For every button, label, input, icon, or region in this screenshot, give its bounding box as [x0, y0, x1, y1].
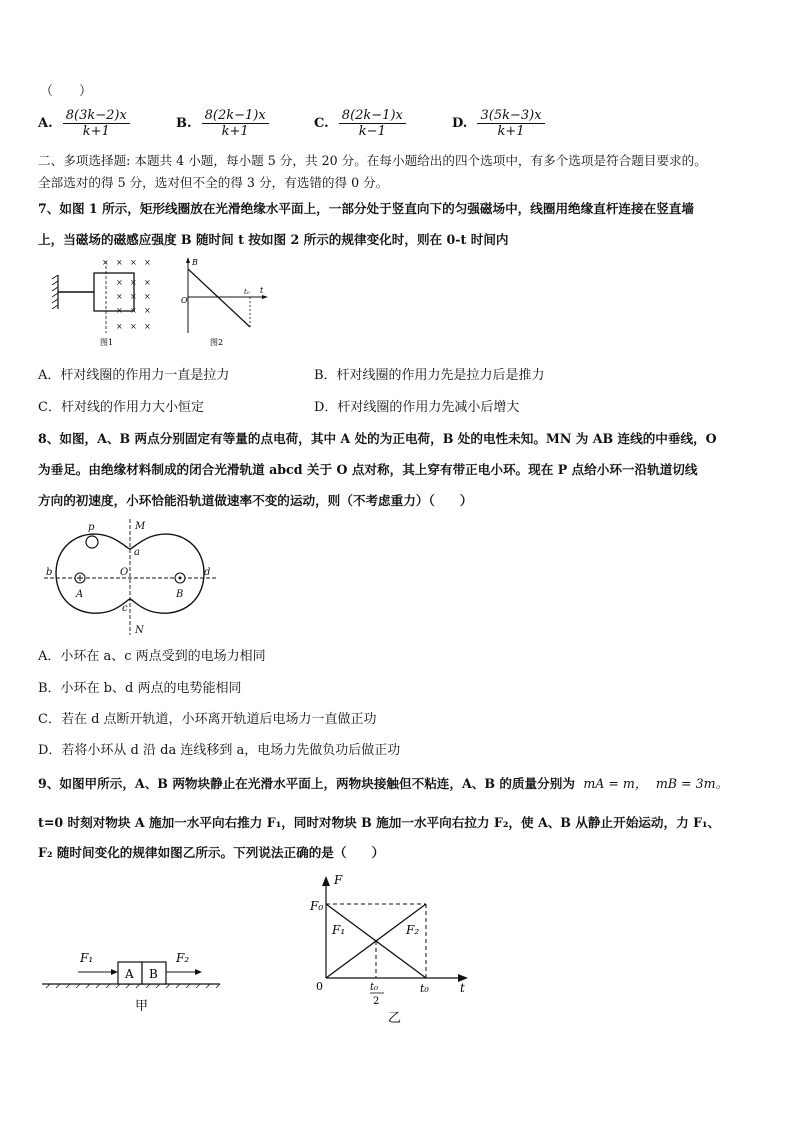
option-numerator: 8(3k−2)x [63, 108, 130, 124]
q9-yi-half-num: t₀ [370, 982, 379, 993]
answer-blank: （ ） [40, 84, 93, 99]
q7-option-b: B．杆对线圈的作用力先是拉力后是推力 [314, 368, 545, 383]
q6-option-c [314, 108, 406, 139]
svg-text:×: × [102, 258, 109, 267]
q7-stem-line1: 7、如图 1 所示，矩形线圈放在光滑绝缘水平面上，一部分处于竖直向下的匀强磁场中，线圈用绝缘直杆连接在竖直墙 [38, 201, 694, 216]
q8-stem-line3: 方向的初速度，小环恰能沿轨道做速率不变的运动，则（不考虑重力）（ ） [38, 493, 473, 508]
q7-fig2-axis-b: B [192, 258, 198, 267]
option-letter: D. [452, 116, 468, 131]
q9-yi-f2: F₂ [406, 923, 420, 937]
svg-text:×: × [116, 258, 123, 267]
svg-text:×: × [130, 258, 137, 267]
svg-text:×: × [130, 278, 137, 287]
svg-text:×: × [144, 278, 151, 287]
q9-jia-block-b: B [149, 967, 158, 981]
q8-label-b: b [46, 567, 53, 578]
section-heading-line1: 二、多项选择题: 本题共 4 小题，每小题 5 分，共 20 分。在每小题给出的四个选项中，有多个选项是符合题目要求的。 [38, 153, 707, 168]
q8-label-c: c [122, 603, 128, 614]
q9-stem-line3: F₂ 随时间变化的规律如图乙所示。下列说法正确的是（ ） [38, 845, 385, 860]
option-numerator: 8(2k−1)x [202, 108, 269, 124]
q8-stem-line1: 8、如图，A、B 两点分别固定有等量的点电荷，其中 A 处的为正电荷，B 处的电性未知。MN 为 AB 连线的中垂线，O [38, 431, 717, 446]
q9-stem-line1 [38, 773, 728, 792]
option-denominator: k−1 [358, 124, 386, 139]
q8-option-b: B．小环在 b、d 两点的电势能相同 [38, 681, 242, 696]
q7-stem-line2: 上，当磁场的磁感应强度 B 随时间 t 按如图 2 所示的规律变化时，则在 0-t 时间内 [38, 232, 509, 247]
q8-label-m: M [135, 521, 146, 532]
q9-figure-jia [38, 940, 228, 1018]
q8-label-a: a [134, 547, 140, 558]
q7-fig2-caption: 图2 [210, 338, 224, 347]
q9-jia-caption: 甲 [135, 999, 149, 1014]
q8-option-c: C．若在 d 点断开轨道，小环离开轨道后电场力一直做正功 [38, 712, 377, 727]
q9-stem-text: 9、如图甲所示，A、B 两物块静止在光滑水平面上，两物块接触但不粘连，A、B 的质量分别为 [38, 776, 575, 791]
option-letter: A. [38, 116, 53, 131]
option-denominator: k+1 [221, 124, 249, 139]
svg-text:×: × [116, 292, 123, 301]
q8-label-d: d [204, 567, 211, 578]
q9-stem-line2: t=0 时刻对物块 A 施加一水平向右推力 F₁，同时对物块 B 施加一水平向右拉力 F₂，使 A、B 从静止开始运动，力 F₁、 [38, 815, 721, 830]
q7-figure2-graph [178, 255, 270, 347]
q8-stem-line2: 为垂足。由绝缘材料制成的闭合光滑轨道 abcd 关于 O 点对称，其上穿有带正电小环。现在 P 点给小环一沿轨道切线 [38, 462, 698, 477]
option-numerator: 3(5k−3)x [477, 108, 544, 124]
svg-text:×: × [144, 322, 151, 331]
q8-label-a-charge: A [76, 589, 84, 600]
svg-text:×: × [116, 322, 123, 331]
svg-text:×: × [116, 306, 123, 315]
option-denominator: k+1 [82, 124, 110, 139]
section-heading-line2: 全部选对的得 5 分，选对但不全的得 3 分，有选错的得 0 分。 [38, 175, 389, 190]
q8-label-p: p [88, 522, 95, 533]
q8-label-b-charge: B [176, 589, 184, 600]
q6-option-d [452, 108, 545, 139]
q9-yi-origin: 0 [316, 980, 323, 993]
q9-yi-f0: F₀ [310, 899, 324, 913]
q9-jia-block-a: A [125, 967, 134, 981]
q9-yi-axis-t: t [460, 981, 465, 995]
option-denominator: k+1 [497, 124, 525, 139]
q9-jia-f1: F₁ [80, 951, 94, 965]
q7-figure1-coil-diagram [48, 255, 166, 347]
q9-yi-f1: F₁ [332, 923, 346, 937]
q7-fig2-t0: t₀ [244, 288, 250, 296]
svg-text:×: × [130, 306, 137, 315]
svg-text:×: × [130, 292, 137, 301]
svg-text:×: × [116, 278, 123, 287]
q8-label-o: O [120, 567, 129, 578]
q8-option-a: A．小环在 a、c 两点受到的电场力相同 [38, 649, 266, 664]
q9-yi-t0: t₀ [420, 982, 429, 995]
q9-yi-caption: 乙 [388, 1011, 402, 1026]
q9-yi-axis-f: F [334, 873, 343, 887]
q8-track-diagram [40, 515, 220, 641]
q9-mass-b: mB = 3m。 [655, 776, 729, 791]
q7-option-d: D．杆对线圈的作用力先减小后增大 [314, 400, 520, 415]
q8-label-n: N [135, 625, 144, 636]
q9-jia-f2: F₂ [176, 951, 190, 965]
option-letter: B. [176, 116, 192, 131]
q9-mass-a: mA = m， [583, 776, 648, 791]
option-letter: C. [314, 116, 329, 131]
q6-option-b [176, 108, 269, 139]
svg-text:×: × [130, 322, 137, 331]
svg-text:×: × [144, 306, 151, 315]
q9-yi-half-den: 2 [373, 996, 380, 1007]
svg-text:×: × [144, 258, 151, 267]
q6-option-a [38, 108, 130, 139]
q8-option-d: D．若将小环从 d 沿 da 连线移到 a，电场力先做负功后做正功 [38, 743, 401, 758]
q7-option-a: A．杆对线圈的作用力一直是拉力 [38, 368, 230, 383]
q9-figure-yi [300, 870, 480, 1030]
option-numerator: 8(2k−1)x [339, 108, 406, 124]
q7-fig1-caption: 图1 [100, 338, 114, 347]
q7-fig2-axis-t: t [260, 286, 264, 295]
svg-text:×: × [144, 292, 151, 301]
q7-fig2-origin: O [181, 296, 188, 305]
q7-option-c: C．杆对线的作用力大小恒定 [38, 400, 204, 415]
